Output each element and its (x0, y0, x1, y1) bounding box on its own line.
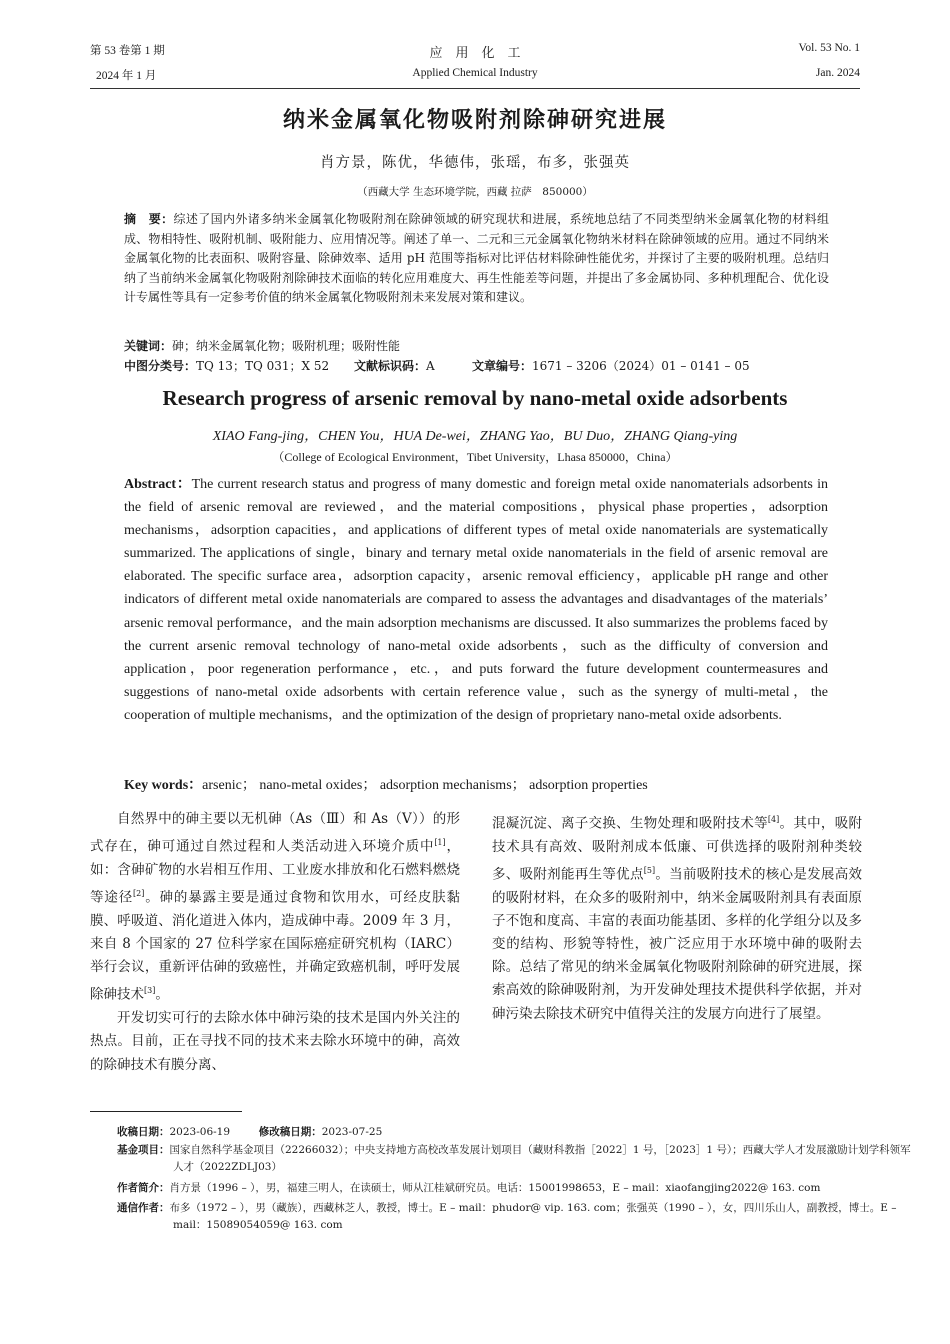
keywords-label: 关键词： (124, 339, 173, 353)
english-authors: XIAO Fang-jing，CHEN You，HUA De-wei，ZHANG Yao，BU Duo，ZHANG Qiang-ying (212, 429, 738, 444)
doc-code (354, 357, 435, 374)
corresponding-author: 通信作者：布多（1972 – ），男（藏族），西藏林芝人，教授，博士。E – mail：phudor@ vip. 163. com；张强英（1990 – ），女，四川乐山人，副教授，博士。E – mail：15089054059@ 163. com (117, 1202, 897, 1231)
english-title: Research progress of arsenic removal by nano-metal oxide adsorbents (162, 386, 788, 410)
keywords-cn (124, 337, 400, 354)
body-column-right (492, 808, 862, 1026)
date-label: 2024 年 1 月 (96, 70, 157, 82)
header-rule (90, 88, 860, 89)
citation-link[interactable]: [3] (144, 986, 156, 996)
paragraph: 混凝沉淀、离子交换、生物处理和吸附技术等[4]。其中，吸附技术具有高效、吸附剂成本低廉、可供选择的吸附剂种类较多、吸附剂能再生等优点[5]。当前吸附技术的核心是发展高效的吸附材料，在众多的吸附剂中，纳米金属吸附剂具有表面原子不饱和度高、丰富的表面功能基团、多样的化学组分以及多变的结构、形貌等特性，被广泛应用于水环境中砷的吸附去除。总结了常见的纳米金属氧化物吸附剂除砷的研究进展，探索高效的除砷吸附剂，为开发砷处理技术提供科学依据，并对砷污染去除技术研究中值得关注的发展方向进行了展望。 (492, 815, 863, 1022)
author-bio: 作者简介：肖方景（1996 – ），男，福建三明人，在读硕士，师从江桂斌研究员。电话：15001998653，E – mail：xiaofangjing2022@ 163. com (117, 1182, 821, 1194)
keywords-en (124, 774, 648, 794)
keywords-en-text: arsenic； nano-metal oxides； adsorption mechanisms； adsorption properties (202, 778, 648, 793)
paragraph: 开发切实可行的去除水体中砷污染的技术是国内外关注的热点。目前，正在寻找不同的技术来去除水环境中的砷，高效的除砷技术有膜分离、 (90, 1010, 460, 1073)
citation-link[interactable]: [1] (434, 838, 446, 848)
affiliation: （西藏大学 生态环境学院，西藏 拉萨 850000） (357, 186, 593, 198)
body-column-left (90, 808, 460, 1077)
keywords-text: 砷；纳米金属氧化物；吸附机理；吸附性能 (172, 339, 401, 353)
clc-value: TQ 13；TQ 031；X 52 (196, 359, 330, 373)
citation-link[interactable]: [4] (767, 815, 780, 824)
keywords-en-label: Key words： (124, 778, 203, 793)
journal-name-en: Applied Chemical Industry (412, 67, 538, 79)
abstract-en-text: The current research status and progress of many domestic and foreign metal oxide nanomaterials adsorbents in the field of arsenic removal are reviewed，and the material compositions，physical phase properties，adsorption mechanisms，adsorption capacities，and applications of different types of metal oxide nanomaterials are systematically summarized. The applications of single，binary and ternary metal oxide nanomaterials in the field of arsenic removal are elaborated. The specific surface area，adsorption capacity，arsenic removal efficiency，applicable pH range and other indicators of different metal oxide nanomaterials are compared to assess the advantages and disadvantages of the materials’ arsenic removal performance，and the main adsorption mechanisms are discussed. It also summarizes the problems faced by the current arsenic removal technology of nano-metal oxide adsorbents，such as the difficulty of conversion and application，poor regeneration performance，etc.，and puts forward the future development countermeasures and suggestions of nano-metal oxide adsorbents with certain reference value，such as the synergy of multi-metal，the cooperation of multiple mechanisms，and the optimization of the design of proprietary nano-metal oxide adsorbents. (124, 477, 828, 723)
volume-label: Vol. 53 No. 1 (798, 42, 860, 54)
journal-name-cn: 应 用 化 工 (429, 45, 521, 60)
abstract-text: 综述了国内外诸多纳米金属氧化物吸附剂在除砷领域的研究现状和进展，系统地总结了不同类型纳米金属氧化物的材料组成、物相特性、吸附机制、吸附能力、应用情况等。阐述了单一、二元和三元金属氧化物纳米材料在除砷领域的应用。通过不同纳米金属氧化物的比表面积、吸附容量、除砷效率、适用 pH 范围等指标对比评估材料除砷性能优劣，并探讨了主要的吸附机理。总结归纳了当前纳米金属氧化物吸附剂除砷技术面临的转化应用难度大、再生性能差等问题，并提出了多金属协同、多种机理配合、优化设计专属性等具有一定参考价值的纳米金属氧化物吸附剂未来发展对策和建议。 (124, 212, 829, 305)
footnote-rule (90, 1111, 242, 1112)
clc-label: 中图分类号： (124, 359, 197, 373)
article-number (472, 357, 750, 374)
paragraph: 自然界中的砷主要以无机砷（As（Ⅲ）和 As（Ⅴ））的形式存在，砷可通过自然过程和人类活动进入环境介质中[1]，如：含砷矿物的水岩相互作用、工业废水排放和化石燃料燃烧等途径[2]。砷的暴露主要是通过食物和饮用水，可经皮肤黏膜、呼吸道、消化道进入体内，造成砷中毒。2009 年 3 月，来自 8 个国家的 27 位科学家在国际癌症研究机构（IARC）举行会议，重新评估砷的致癌性，并确定致癌机制，呼吁发展除砷技术[3]。 (90, 811, 461, 1003)
article-no-label: 文章编号： (472, 359, 533, 373)
issue-label: 第 53 卷第 1 期 (90, 45, 165, 57)
classification-line (124, 357, 329, 374)
citation-link[interactable]: [2] (133, 889, 145, 899)
abstract-cn (124, 210, 829, 308)
funding-note: 基金项目：国家自然科学基金项目（22266032）；中央支持地方高校改革发展计划项目（藏财科教指［2022］1 号，［2023］1 号）；西藏大学人才发展激励计划学科领军人才（2022ZDLJ03） (117, 1144, 911, 1173)
abstract-label: 摘 要： (124, 212, 174, 226)
doc-code-value: A (426, 359, 435, 373)
article-no-value: 1671 – 3206（2024）01 – 0141 – 05 (532, 359, 750, 373)
english-affiliation: （College of Ecological Environment，Tibet University，Lhasa 850000，China） (272, 450, 678, 464)
abstract-en (124, 473, 828, 727)
page-title: 纳米金属氧化物吸附剂除砷研究进展 (282, 107, 667, 133)
doc-code-label: 文献标识码： (354, 359, 427, 373)
abstract-en-label: Abstract： (124, 477, 192, 492)
author-list: 肖方景，陈优，华德伟，张瑶，布多，张强英 (320, 155, 630, 171)
received-dates: 收稿日期：2023-06-19 修改稿日期：2023-07-25 (117, 1126, 383, 1138)
month-label: Jan. 2024 (815, 67, 860, 79)
citation-link[interactable]: [5] (643, 865, 656, 875)
